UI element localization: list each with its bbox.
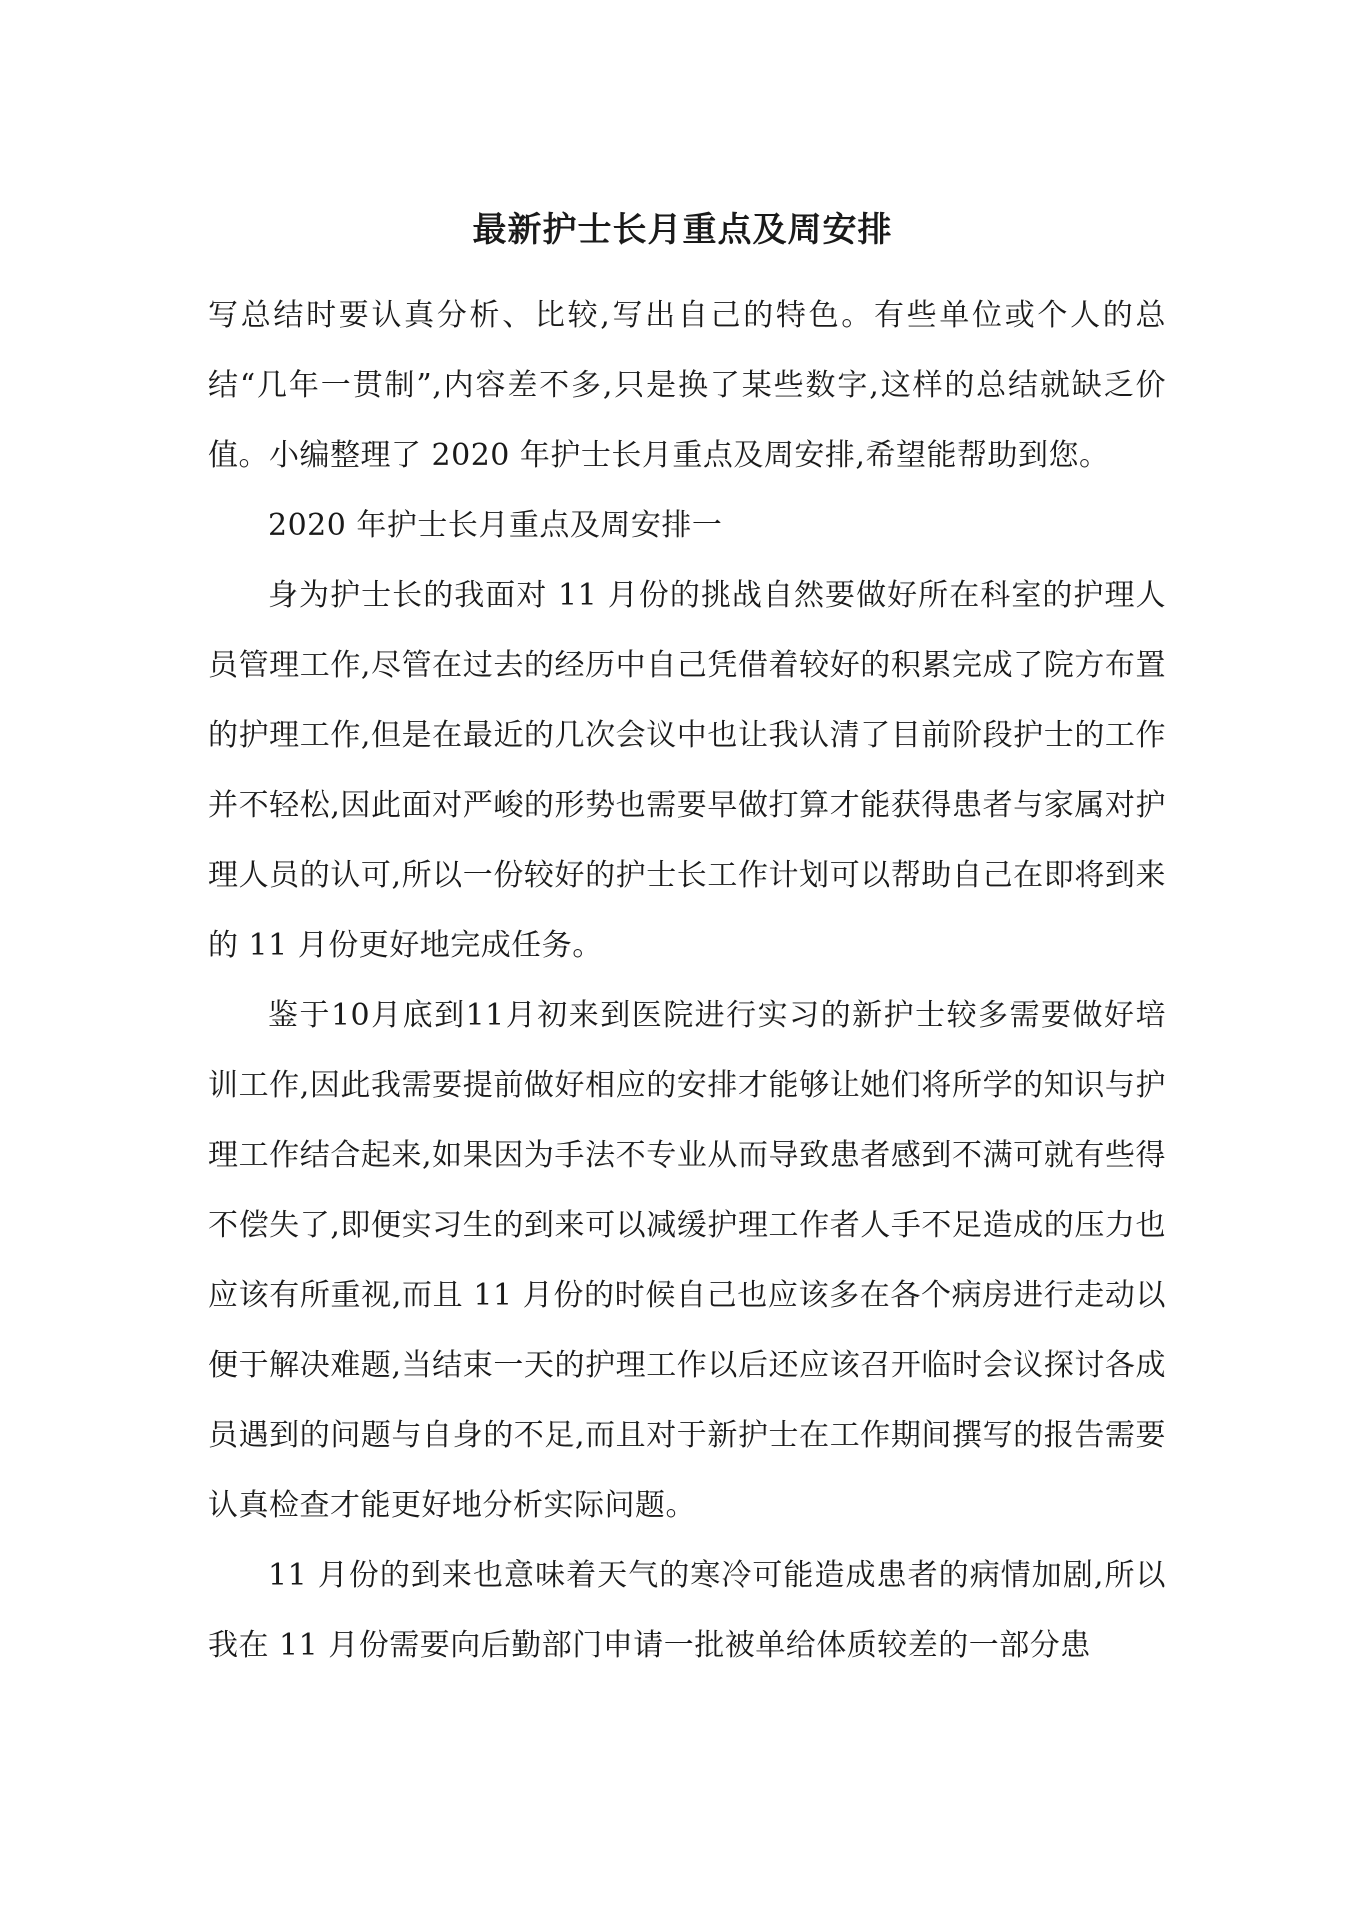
section-heading: 2020 年护士长月重点及周安排一 <box>268 508 723 543</box>
body-paragraph: 11 月份的到来也意味着天气的寒冷可能造成患者的病情加剧,所以我在 11 月份需要向后勤部门申请一批被单给体质较差的一部分患 <box>208 1558 1166 1663</box>
body-paragraph: 鉴于10月底到11月初来到医院进行实习的新护士较多需要做好培训工作,因此我需要提前做好相应的安排才能够让她们将所学的知识与护理工作结合起来,如果因为手法不专业从而导致患者感到不满可就有些得不偿失了,即便实习生的到来可以减缓护理工作者人手不足造成的压力也应该有所重视,而且 11 月份的时候自己也应该多在各个病房进行走动以便于解决难题,当结束一天的护理工作以后还应该召开临时会议探讨各成员遇到的问题与自身的不足,而且对于新护士在工作期间撰写的报告需要认真检查才能更好地分析实际问题。 <box>208 998 1166 1523</box>
document-title: 最新护士长月重点及周安排 <box>472 210 893 250</box>
intro-paragraph: 写总结时要认真分析、比较,写出自己的特色。有些单位或个人的总结“几年一贯制”,内容差不多,只是换了某些数字,这样的总结就缺乏价值。小编整理了 2020 年护士长月重点及周安排,希望能帮助到您。 <box>208 298 1166 473</box>
document-body <box>208 281 1166 1681</box>
body-paragraph: 身为护士长的我面对 11 月份的挑战自然要做好所在科室的护理人员管理工作,尽管在过去的经历中自己凭借着较好的积累完成了院方布置的护理工作,但是在最近的几次会议中也让我认清了目前阶段护士的工作并不轻松,因此面对严峻的形势也需要早做打算才能获得患者与家属对护理人员的认可,所以一份较好的护士长工作计划可以帮助自己在即将到来的 11 月份更好地完成任务。 <box>208 578 1166 963</box>
